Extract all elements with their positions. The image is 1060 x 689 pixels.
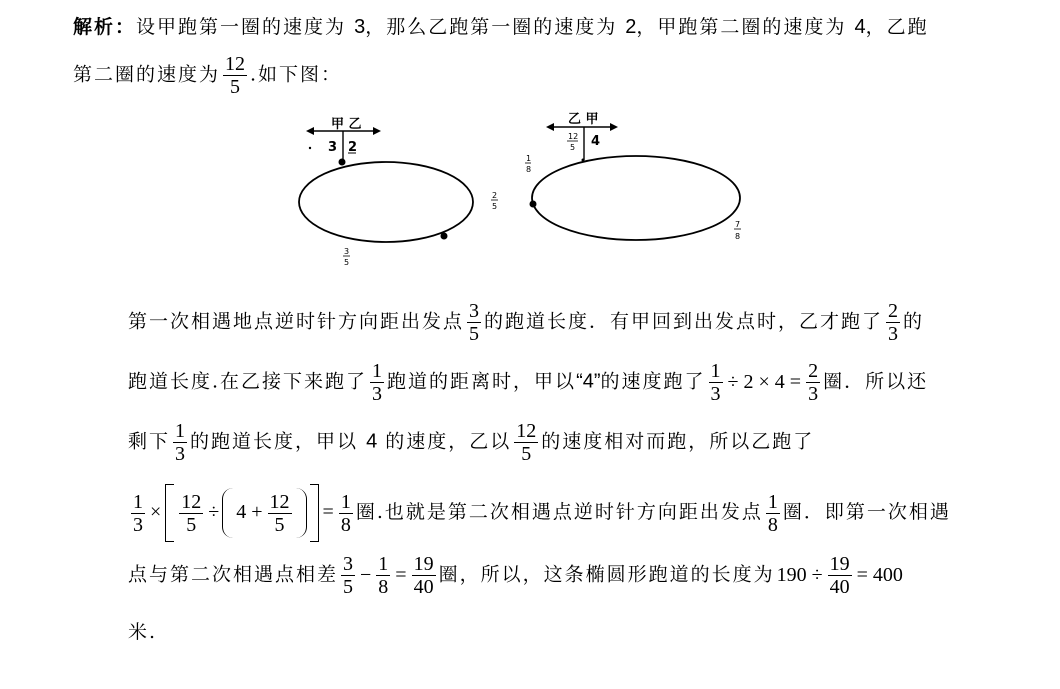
fraction bbox=[467, 300, 481, 345]
para-line-3 bbox=[128, 420, 814, 465]
fraction-denominator: 40 bbox=[829, 576, 850, 598]
p2-text-c: 的速度跑了 bbox=[600, 370, 706, 393]
p5-text-b: 圈，所以，这条椭圆形跑道的长度为 bbox=[438, 563, 775, 586]
fraction-denominator: 5 bbox=[514, 442, 538, 465]
fraction-denominator: 3 bbox=[133, 513, 143, 536]
left-meet-dot bbox=[441, 233, 448, 240]
p2-text-b: 跑道的距离时，甲以 bbox=[387, 370, 577, 393]
p1-text-c: 的 bbox=[903, 310, 925, 333]
fraction bbox=[886, 300, 900, 345]
fraction-denominator: 5 bbox=[179, 513, 203, 536]
fraction bbox=[173, 420, 187, 465]
p4-text-b: 圈．即第一次相遇 bbox=[782, 501, 951, 523]
fraction-denominator: 5 bbox=[469, 323, 480, 345]
intro-text-1: 设甲跑第一圈的速度为 bbox=[136, 16, 347, 38]
fraction bbox=[828, 553, 852, 598]
p1-text-b: 的跑道长度．有甲回到出发点时，乙才跑了 bbox=[484, 310, 884, 333]
minus-sign: − bbox=[360, 563, 372, 586]
fig-left-speed-yi: 2 bbox=[348, 140, 358, 155]
fraction bbox=[370, 360, 384, 405]
fraction-denominator: 8 bbox=[767, 513, 778, 536]
left-square-bracket bbox=[165, 484, 174, 542]
intro-text-2: ，那么乙跑第一圈的速度为 bbox=[365, 16, 618, 38]
fraction bbox=[376, 553, 390, 598]
fig-right-side-den: 8 bbox=[735, 232, 741, 241]
para-line-6 bbox=[128, 617, 157, 644]
equals-sign: = bbox=[395, 563, 407, 586]
p2-text-d: 圈．所以还 bbox=[823, 370, 929, 393]
intro-text-4: ，乙跑 bbox=[865, 16, 929, 38]
fraction-numerator: 2 bbox=[888, 300, 899, 322]
fraction-numerator: 1 bbox=[710, 360, 721, 382]
fraction bbox=[709, 360, 723, 405]
fraction-denominator: 5 bbox=[343, 576, 354, 598]
fraction-numerator: 12 bbox=[181, 490, 202, 513]
fig-right-speed-yi-num: 12 bbox=[568, 132, 579, 141]
fraction-denominator: 3 bbox=[372, 383, 383, 405]
fraction bbox=[412, 553, 436, 598]
fig-left-speed-jia: 3 bbox=[328, 140, 338, 155]
fraction-denominator: 5 bbox=[268, 513, 292, 536]
intro-line-2 bbox=[73, 53, 342, 98]
fig-right-side-num: 7 bbox=[735, 220, 741, 229]
p4-text-a: 圈.也就是第二次相遇点逆时针方向距出发点 bbox=[355, 501, 763, 523]
intro-text-5: 第二圈的速度为 bbox=[73, 63, 221, 86]
right-square-bracket bbox=[310, 484, 319, 542]
fraction bbox=[766, 491, 780, 536]
fig-left-top-labels: 甲 乙 bbox=[331, 117, 362, 132]
para-line-2 bbox=[128, 360, 928, 405]
fraction-numerator: 1 bbox=[133, 490, 143, 513]
fraction bbox=[514, 420, 538, 465]
left-ellipse-track bbox=[299, 162, 473, 242]
fraction bbox=[223, 53, 247, 98]
equals-sign: = bbox=[322, 501, 334, 523]
para-line-5 bbox=[128, 553, 905, 598]
fig-left-bottom-num: 3 bbox=[344, 247, 350, 256]
fig-right-top-labels: 乙 甲 bbox=[568, 112, 599, 127]
fraction-numerator: 1 bbox=[378, 553, 389, 575]
speed-jia-2: 4 bbox=[854, 16, 866, 38]
fraction-denominator: 5 bbox=[223, 75, 247, 98]
fraction-denominator: 40 bbox=[413, 576, 434, 598]
fraction-numerator: 19 bbox=[829, 553, 850, 575]
fig-left-side-den: 5 bbox=[492, 202, 498, 211]
fraction bbox=[806, 360, 820, 405]
fraction-numerator: 12 bbox=[516, 420, 537, 442]
fraction-denominator: 8 bbox=[340, 513, 351, 536]
p5-result: = 400 bbox=[856, 563, 903, 586]
fraction-numerator: 2 bbox=[808, 360, 819, 382]
speed-yi-1: 2 bbox=[625, 16, 637, 38]
fraction-numerator: 12 bbox=[269, 490, 290, 513]
p3-text-b: 的跑道长度，甲以 bbox=[190, 430, 359, 453]
fig-left-bottom-den: 5 bbox=[344, 258, 350, 267]
fraction-denominator: 3 bbox=[175, 443, 186, 465]
fraction bbox=[131, 491, 145, 536]
fraction-numerator: 1 bbox=[767, 490, 778, 513]
times-sign: × bbox=[150, 501, 162, 523]
fraction bbox=[179, 491, 203, 536]
fraction bbox=[341, 553, 355, 598]
fraction-numerator: 1 bbox=[340, 490, 351, 513]
p2-operator: ÷ 2 × 4 = bbox=[727, 370, 802, 393]
fig-right-left-den: 8 bbox=[526, 165, 532, 174]
p3-speed-4: 4 bbox=[366, 430, 378, 453]
four-plus: 4 + bbox=[236, 501, 263, 523]
right-paren bbox=[296, 488, 307, 538]
left-start-dot bbox=[339, 159, 346, 166]
p2-quoted-4: “4” bbox=[576, 370, 601, 393]
intro-text-6: .如下图： bbox=[250, 63, 343, 86]
analysis-label: 解析： bbox=[73, 16, 137, 38]
fraction-numerator: 12 bbox=[225, 53, 246, 75]
para-line-1 bbox=[128, 300, 924, 345]
fraction-numerator: 3 bbox=[469, 300, 480, 322]
right-meet-dot bbox=[530, 201, 537, 208]
divide-sign: ÷ bbox=[208, 501, 220, 523]
figure-left-track bbox=[290, 108, 520, 270]
fraction-numerator: 1 bbox=[372, 360, 383, 382]
fig-right-speed-jia: 4 bbox=[591, 134, 601, 149]
fig-left-side-num: 2 bbox=[492, 191, 498, 200]
fraction bbox=[268, 491, 292, 536]
fraction bbox=[339, 491, 353, 536]
intro-text-3: ，甲跑第二圈的速度为 bbox=[636, 16, 847, 38]
fig-right-left-num: 1 bbox=[526, 154, 532, 163]
fig-right-speed-yi-den: 5 bbox=[570, 143, 576, 152]
para-line-4 bbox=[128, 484, 951, 542]
p1-text-a: 第一次相遇地点逆时针方向距出发点 bbox=[128, 310, 465, 333]
speed-jia-1: 3 bbox=[354, 16, 366, 38]
left-paren bbox=[222, 488, 233, 538]
p2-text-a: 跑道长度.在乙接下来跑了 bbox=[128, 370, 368, 393]
intro-line-1 bbox=[73, 12, 929, 39]
p3-text-d: 的速度相对而跑，所以乙跑了 bbox=[541, 430, 815, 453]
p3-text-a: 剩下 bbox=[128, 430, 171, 453]
fraction-denominator: 3 bbox=[808, 383, 819, 405]
fraction-denominator: 3 bbox=[710, 383, 721, 405]
fraction-denominator: 3 bbox=[888, 323, 899, 345]
fraction-denominator: 8 bbox=[378, 576, 389, 598]
fraction-numerator: 19 bbox=[413, 553, 434, 575]
p6-text-a: 米. bbox=[128, 621, 158, 643]
p5-text-a: 点与第二次相遇点相差 bbox=[128, 563, 339, 586]
right-ellipse-track bbox=[532, 156, 740, 240]
fraction-numerator: 1 bbox=[175, 420, 186, 442]
p3-text-c: 的速度，乙以 bbox=[385, 430, 512, 453]
figure-right-track bbox=[520, 102, 760, 264]
p5-expression: 190 ÷ bbox=[776, 563, 823, 586]
fraction-numerator: 3 bbox=[343, 553, 354, 575]
